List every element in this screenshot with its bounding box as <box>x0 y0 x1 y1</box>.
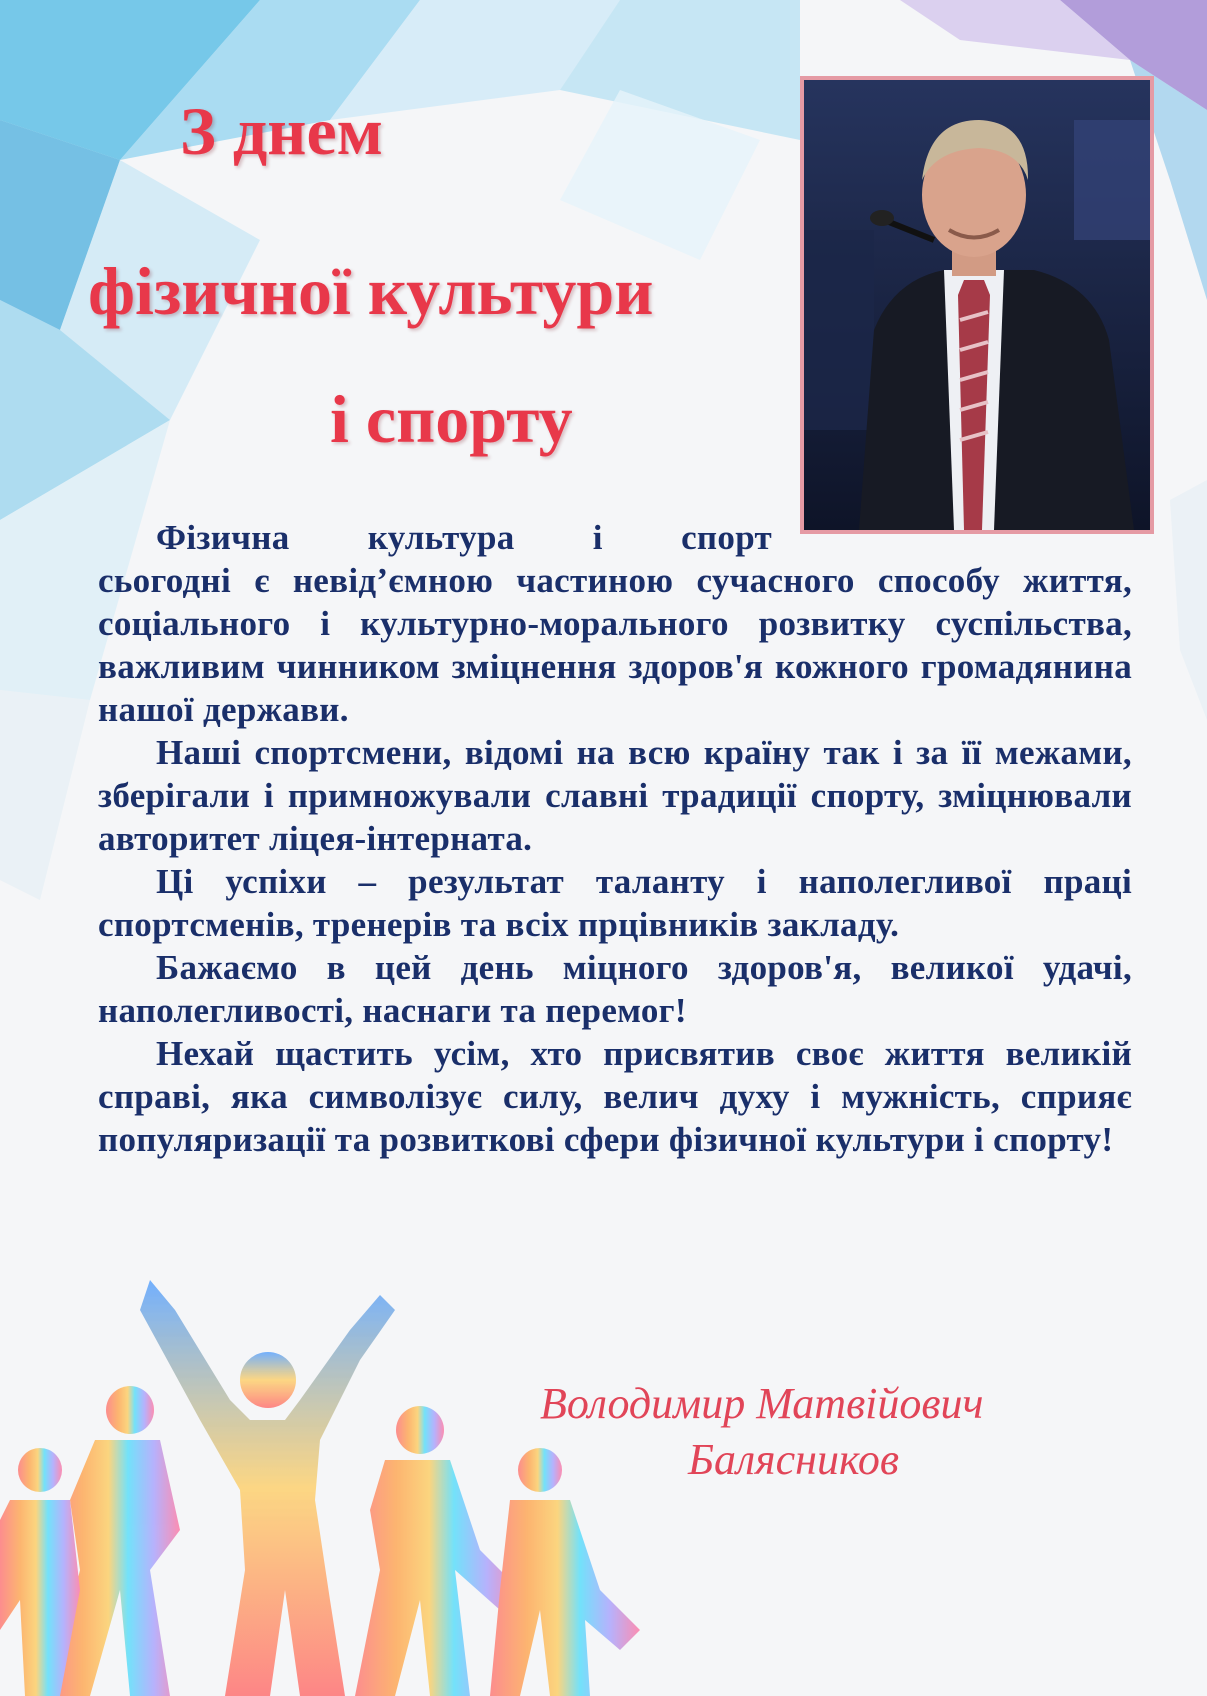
signature-name: Володимир Матвійович <box>540 1379 984 1428</box>
title-line-3: і спорту <box>330 381 573 457</box>
paragraph-success: Ці успіхи – результат таланту і наполегливої праці спортсменів, тренерів та всіх прцівників закладу. <box>98 862 1132 944</box>
title-line-2: фізичної культури <box>88 253 654 329</box>
paragraph-wishes: Бажаємо в цей день міцного здоров'я, великої удачі, наполегливості, наснаги та перемог! <box>98 948 1132 1030</box>
paragraph-athletes: Наші спортсмени, відомі на всю країну так і за її межами, зберігали і примножували славні традиції спорту, зміцнювали авторитет ліцея-інтерната. <box>98 733 1132 858</box>
paragraph-intro-lead: Фізична культура і спорт <box>156 518 772 557</box>
portrait-illustration <box>804 80 1150 530</box>
paragraph-good-luck: Нехай щастить усім, хто присвятив своє життя великій справі, яка символізує силу, велич духу і мужність, сприяє популяризації та розвиткові сфери фізичної культури і спорту! <box>98 1034 1132 1159</box>
title-line-1: З днем <box>180 93 383 169</box>
paragraph-intro: сьогодні є невід’ємною частиною сучасного способу життя, соціального і культурно-морального розвитку суспільства, важливим чинником зміцнення здоров'я кожного громадянина нашої держави. <box>98 561 1132 729</box>
greeting-body <box>98 516 1132 1161</box>
runners-illustration <box>0 1270 660 1696</box>
portrait-photo <box>800 76 1154 534</box>
signature-surname: Балясников <box>688 1435 899 1484</box>
